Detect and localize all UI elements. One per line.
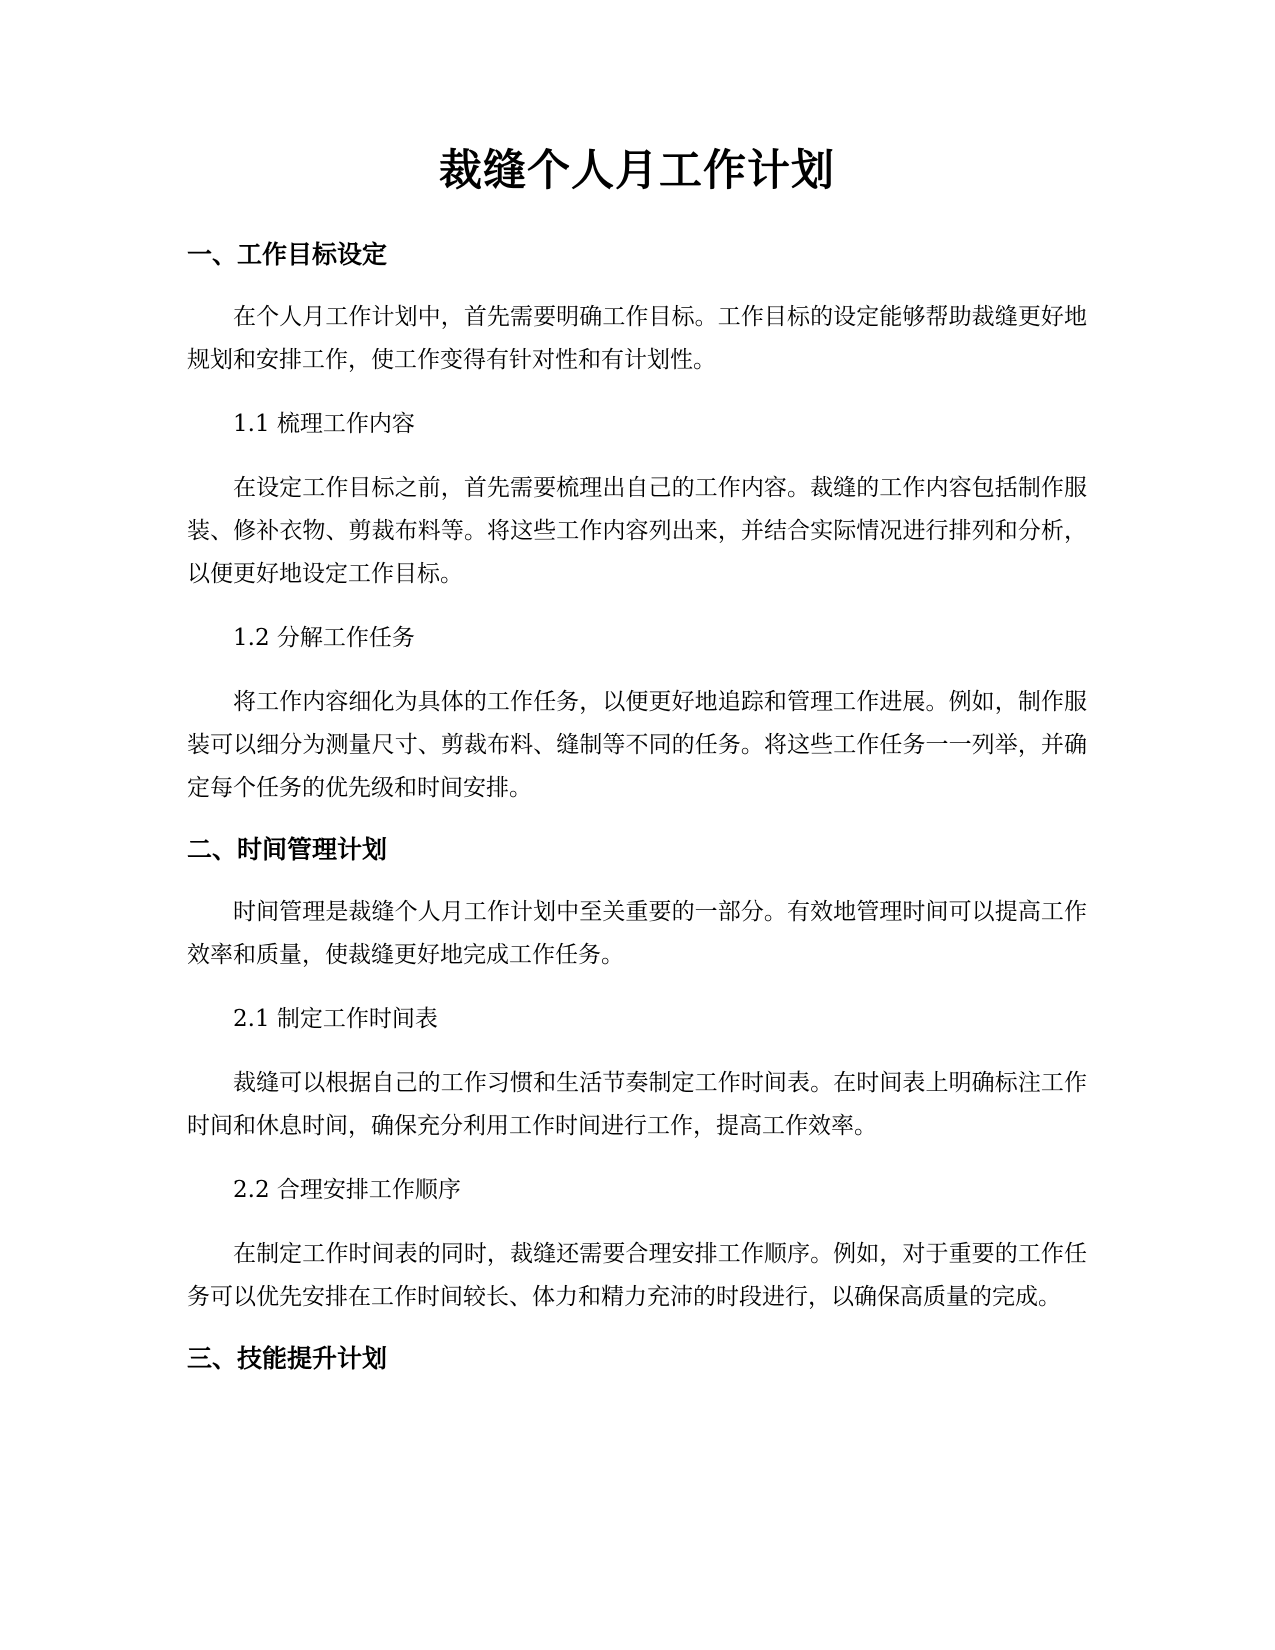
section-heading-skills: 三、技能提升计划 — [187, 1344, 388, 1373]
subsection-body-1-1: 在设定工作目标之前，首先需要梳理出自己的工作内容。裁缝的工作内容包括制作服装、修补衣物、剪裁布料等。将这些工作内容列出来，并结合实际情况进行排列和分析，以便更好地设定工作目标。 — [187, 475, 1087, 587]
subsection-heading-1-1: 1.1 梳理工作内容 — [233, 411, 415, 437]
subsection-body-2-2: 在制定工作时间表的同时，裁缝还需要合理安排工作顺序。例如，对于重要的工作任务可以优先安排在工作时间较长、体力和精力充沛的时段进行，以确保高质量的完成。 — [187, 1241, 1087, 1310]
subsection-heading-2-1: 2.1 制定工作时间表 — [233, 1006, 438, 1032]
section-heading-time: 二、时间管理计划 — [187, 835, 388, 864]
document-page — [187, 140, 1087, 1400]
section-intro-time: 时间管理是裁缝个人月工作计划中至关重要的一部分。有效地管理时间可以提高工作效率和质量，使裁缝更好地完成工作任务。 — [187, 899, 1087, 968]
subsection-body-1-2: 将工作内容细化为具体的工作任务，以便更好地追踪和管理工作进展。例如，制作服装可以细分为测量尺寸、剪裁布料、缝制等不同的任务。将这些工作任务一一列举，并确定每个任务的优先级和时间安排。 — [187, 689, 1087, 801]
subsection-heading-1-2: 1.2 分解工作任务 — [233, 625, 415, 651]
document-title: 裁缝个人月工作计划 — [439, 146, 835, 196]
subsection-heading-2-2: 2.2 合理安排工作顺序 — [233, 1177, 461, 1203]
subsection-body-2-1: 裁缝可以根据自己的工作习惯和生活节奏制定工作时间表。在时间表上明确标注工作时间和休息时间，确保充分利用工作时间进行工作，提高工作效率。 — [187, 1070, 1087, 1139]
section-intro-goals: 在个人月工作计划中，首先需要明确工作目标。工作目标的设定能够帮助裁缝更好地规划和安排工作，使工作变得有针对性和有计划性。 — [187, 304, 1087, 373]
section-heading-goals: 一、工作目标设定 — [187, 240, 388, 269]
